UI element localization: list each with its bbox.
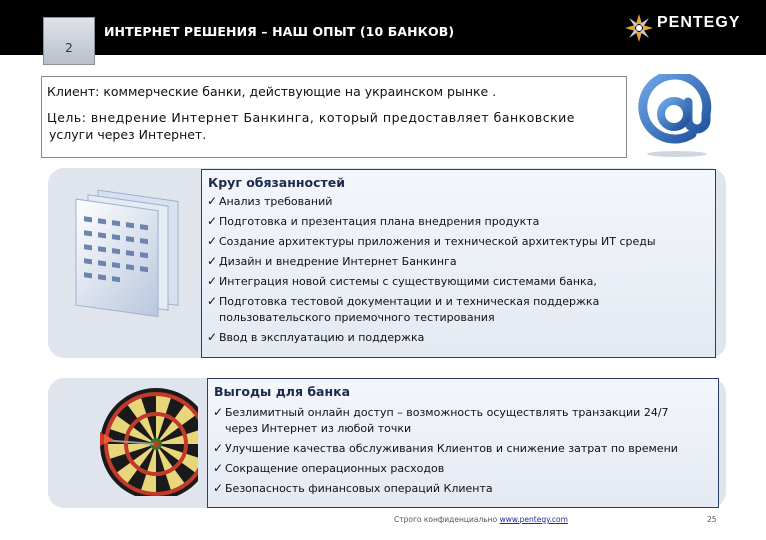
footer-confidential bbox=[394, 515, 568, 524]
responsibilities-box bbox=[201, 169, 716, 358]
check-icon: ✓ bbox=[207, 274, 218, 288]
check-icon: ✓ bbox=[207, 254, 218, 268]
list-item: ✓ Сокращение операционных расходов bbox=[213, 461, 445, 475]
benefits-title: Выгоды для банка bbox=[214, 384, 351, 399]
list-item: ✓ Создание архитектуры приложения и технической архитектуры ИТ среды bbox=[207, 234, 656, 248]
website-link[interactable]: www.pentegy.com bbox=[499, 515, 568, 524]
list-item: ✓ Улучшение качества обслуживания Клиентов и снижение затрат по времени bbox=[213, 441, 678, 455]
check-icon: ✓ bbox=[213, 441, 224, 455]
check-icon: ✓ bbox=[213, 481, 224, 495]
list-item: ✓ Подготовка тестовой документации и и техническая поддержка bbox=[207, 294, 600, 308]
client-box bbox=[41, 76, 627, 158]
list-item: ✓ Интеграция новой системы с существующими системами банка, bbox=[207, 274, 597, 288]
page-number: 25 bbox=[707, 515, 717, 524]
check-icon: ✓ bbox=[207, 194, 218, 208]
goal-line: Цель: внедрение Интернет Банкинга, который предоставляет банковские bbox=[47, 110, 575, 125]
check-icon: ✓ bbox=[207, 330, 218, 344]
check-icon: ✓ bbox=[207, 294, 218, 308]
check-icon: ✓ bbox=[213, 461, 224, 475]
logo-text: PENTEGY bbox=[657, 14, 741, 31]
page-title: ИНТЕРНЕТ РЕШЕНИЯ – НАШ ОПЫТ (10 БАНКОВ) bbox=[104, 24, 455, 39]
benefits-box bbox=[207, 378, 719, 508]
client-line: Клиент: коммерческие банки, действующие на украинском рынке . bbox=[47, 84, 497, 99]
list-item-continued: пользовательского приемочного тестирования bbox=[219, 311, 495, 324]
header-bar bbox=[0, 0, 766, 55]
check-icon: ✓ bbox=[207, 234, 218, 248]
list-item: ✓ Безлимитный онлайн доступ – возможность осуществлять транзакции 24/7 bbox=[213, 405, 669, 419]
list-item: ✓ Подготовка и презентация плана внедрения продукта bbox=[207, 214, 540, 228]
check-icon: ✓ bbox=[213, 405, 224, 419]
slide-number: 2 bbox=[65, 41, 73, 55]
list-item: ✓ Безопасность финансовых операций Клиента bbox=[213, 481, 493, 495]
goal-line-continued: услуги через Интернет. bbox=[49, 127, 207, 142]
list-item: ✓ Ввод в эксплуатацию и поддержка bbox=[207, 330, 425, 344]
dartboard-icon bbox=[98, 388, 198, 496]
confidential-label: Строго конфиденциально bbox=[394, 515, 498, 524]
star-logo-icon bbox=[622, 12, 656, 44]
list-item: ✓ Анализ требований bbox=[207, 194, 333, 208]
at-sign-icon bbox=[628, 74, 724, 158]
calendar-icon bbox=[68, 182, 194, 332]
list-item-continued: через Интернет из любой точки bbox=[225, 422, 412, 435]
responsibilities-title: Круг обязанностей bbox=[208, 175, 345, 190]
list-item: ✓ Дизайн и внедрение Интернет Банкинга bbox=[207, 254, 457, 268]
slide-number-box bbox=[43, 17, 95, 65]
check-icon: ✓ bbox=[207, 214, 218, 228]
